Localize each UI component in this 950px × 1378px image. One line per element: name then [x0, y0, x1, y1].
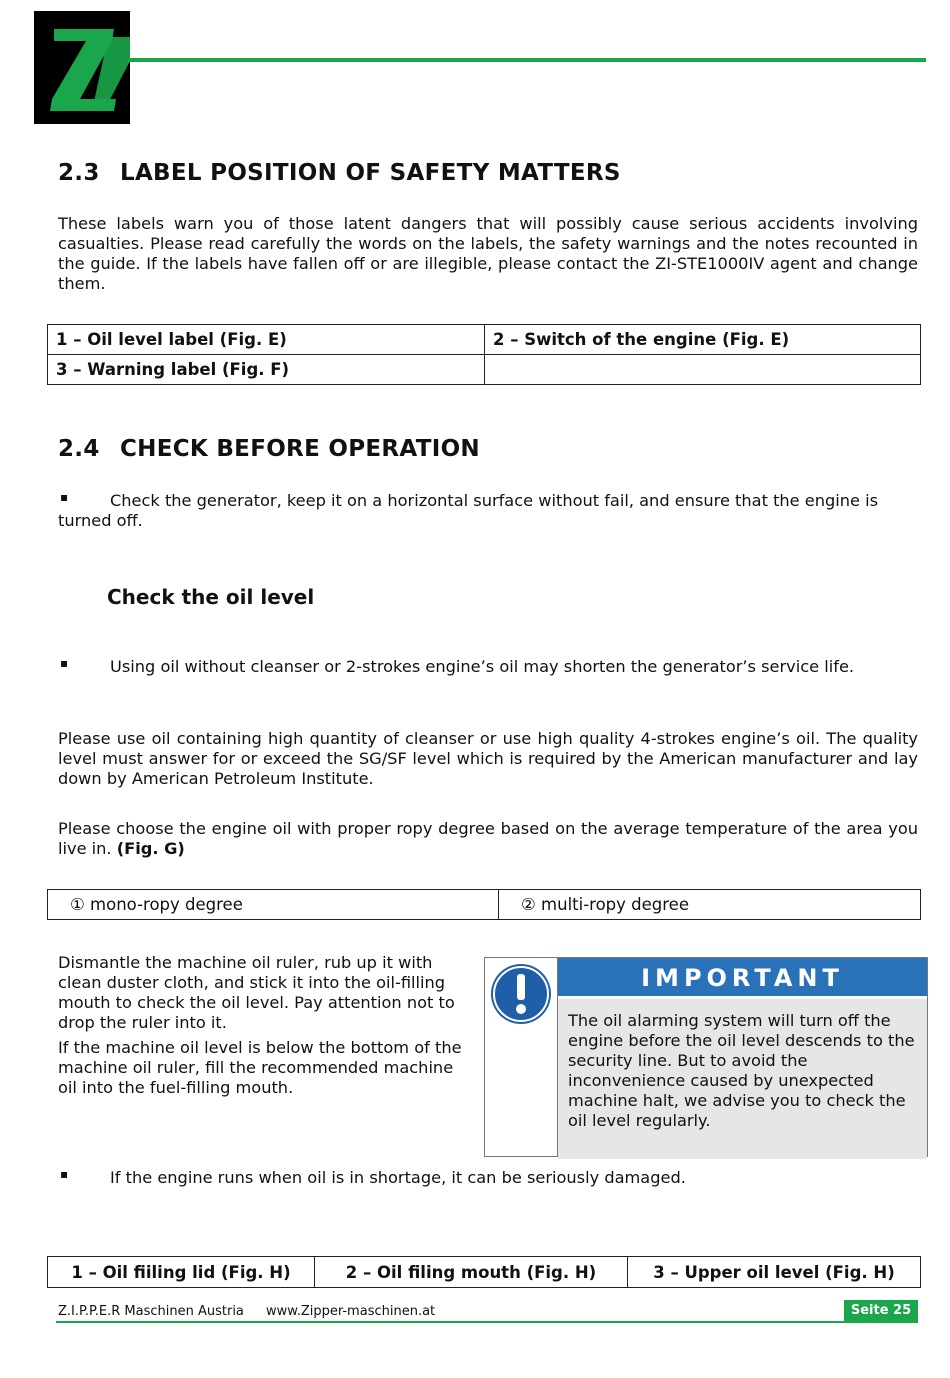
footer-company: Z.I.P.P.E.R Maschinen Austria: [58, 1304, 244, 1319]
bullet-icon: ▪: [60, 656, 69, 670]
part-cell: 1 – Oil fiiling lid (Fig. H): [48, 1257, 315, 1288]
subheading-check-oil: Check the oil level: [107, 585, 315, 609]
dismantle-paragraph-2: If the machine oil level is below the bottom of the machine oil ruler, fill the recommended machine oil into the fuel-filling mouth.: [58, 1038, 462, 1097]
important-notice: [484, 957, 928, 1157]
parts-table: [47, 1256, 921, 1288]
ropy-table: [47, 889, 921, 920]
bullet-icon: ▪: [60, 1167, 69, 1181]
bullet-oil-warning: Using oil without cleanser or 2-strokes engine’s oil may shorten the generator’s service life.: [110, 657, 855, 676]
bullet-engine-damage: If the engine runs when oil is in shortage, it can be seriously damaged.: [110, 1168, 686, 1187]
zipper-logo: [34, 11, 130, 124]
ropy-cell: ① mono-ropy degree: [48, 890, 499, 920]
part-cell: 2 – Oil filing mouth (Fig. H): [315, 1257, 628, 1288]
section-title: LABEL POSITION OF SAFETY MATTERS: [120, 160, 621, 186]
label-cell: 2 – Switch of the engine (Fig. E): [485, 325, 921, 355]
fig-reference: (Fig. G): [116, 839, 185, 858]
ropy-text: Please choose the engine oil with proper ropy degree based on the average temperature of the area you live in.: [58, 819, 918, 858]
label-cell-empty: [485, 355, 921, 385]
dismantle-paragraph-1: Dismantle the machine oil ruler, rub up it with clean duster cloth, and stick it into the oil-filling mouth to check the oil level. Pay attention not to drop the ruler into it.: [58, 953, 455, 1032]
important-body: [558, 996, 927, 1159]
exclamation-icon: [489, 962, 553, 1026]
header-rule: [128, 58, 926, 62]
important-icon-cell: [485, 958, 558, 1156]
bullet-check-generator: Check the generator, keep it on a horizontal surface without fail, and ensure that the engine is turned off.: [58, 491, 879, 530]
oil-quality-paragraph: Please use oil containing high quantity of cleanser or use high quality 4-strokes engine’s oil. The quality level must answer for or exceed the SG/SF level which is required by the American manufacturer and lay down by American Petroleum Institute.: [58, 729, 918, 788]
section-number: 2.3: [58, 160, 100, 186]
safety-intro-paragraph: These labels warn you of those latent dangers that will possibly cause serious accidents involving casualties. Please read carefully the words on the labels, the safety warnings and the notes recounted in the guide. If the labels have fallen off or are illegible, please contact the ZI-STE1000IV agent and change them.: [58, 214, 918, 293]
part-cell: 3 – Upper oil level (Fig. H): [628, 1257, 921, 1288]
label-cell: 3 – Warning label (Fig. F): [48, 355, 485, 385]
bullet-icon: ▪: [60, 490, 69, 504]
footer-website[interactable]: www.Zipper-maschinen.at: [266, 1304, 436, 1319]
important-title: IMPORTANT: [558, 958, 927, 996]
section-heading-2-3: [58, 160, 621, 186]
label-table: [47, 324, 921, 385]
logo-letter: Z: [34, 11, 35, 12]
ropy-cell: ② multi-ropy degree: [499, 890, 921, 920]
page-number-badge: Seite 25: [844, 1300, 918, 1322]
footer-rule: [56, 1321, 918, 1323]
label-cell: 1 – Oil level label (Fig. E): [48, 325, 485, 355]
section-heading-2-4: [58, 436, 480, 462]
important-text: The oil alarming system will turn off the engine before the oil level descends to the security line. But to avoid the inconvenience caused by unexpected machine halt, we advise you to check the oil level regularly.: [568, 1011, 915, 1130]
section-number: 2.4: [58, 436, 100, 462]
oil-ropy-paragraph: [58, 819, 918, 859]
section-title: CHECK BEFORE OPERATION: [120, 436, 480, 462]
